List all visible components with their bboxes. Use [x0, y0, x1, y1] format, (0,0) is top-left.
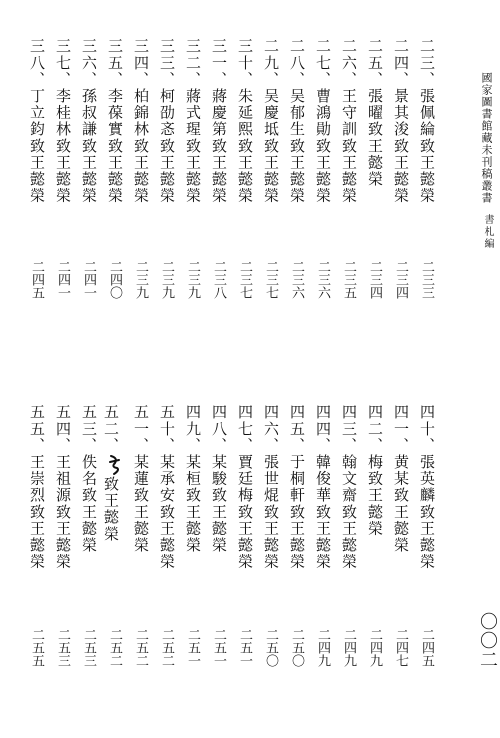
entry-page: 二五五 [29, 628, 44, 667]
entry-page: 二五二 [107, 628, 122, 667]
toc-entry [341, 404, 356, 570]
entry-number: 四二、 [366, 404, 384, 454]
entry-number: 三八、 [28, 38, 46, 88]
entry-number: 三五、 [106, 38, 124, 88]
entry-title: 張佩綸致王懿榮 [418, 87, 436, 205]
toc-entry [367, 404, 382, 537]
section-title: 書札編 [482, 214, 493, 250]
entry-page: 二三六 [315, 260, 330, 299]
entry-number: 二五、 [366, 38, 384, 88]
entry-title: 張英麟致王懿榮 [418, 453, 436, 571]
toc-entry [237, 38, 252, 204]
entry-page: 二三六 [289, 260, 304, 299]
entry-number: 二九、 [262, 38, 280, 88]
toc-entry [159, 404, 174, 570]
entry-page: 二五〇 [263, 628, 278, 667]
toc-entry [29, 38, 44, 204]
entry-page: 二五三 [55, 628, 70, 667]
entry-title: 景其浚致王懿榮 [392, 87, 410, 205]
entry-title: 翰文齋致王懿榮 [340, 453, 358, 571]
entry-title: 某承安致王懿榮 [158, 453, 176, 571]
entry-number: 五二、 [102, 404, 120, 454]
entry-number: 四十、 [418, 404, 436, 454]
entry-number: 三三、 [158, 38, 176, 88]
toc-entry [393, 404, 408, 553]
entry-page: 二四一 [55, 260, 70, 299]
entry-number: 四四、 [314, 404, 332, 454]
entry-title: 于桐軒致王懿榮 [288, 453, 306, 571]
toc-entry [419, 38, 434, 204]
entry-number: 五四、 [54, 404, 72, 454]
toc-entry [81, 38, 96, 204]
entry-page: 二三九 [185, 260, 200, 299]
entry-number: 二六、 [340, 38, 358, 88]
toc-entry [263, 404, 278, 570]
toc-entry [29, 404, 44, 570]
toc-entry [159, 38, 174, 204]
entry-number: 四三、 [340, 404, 358, 454]
entry-number: 四一、 [392, 404, 410, 454]
entry-page: 二三七 [263, 260, 278, 299]
entry-number: 三一、 [210, 38, 228, 88]
entry-page: 二三七 [237, 260, 252, 299]
toc-entry [315, 38, 330, 204]
entry-title: 梅致王懿榮 [366, 453, 384, 537]
entry-page: 二三四 [367, 260, 382, 299]
entry-page: 二三九 [159, 260, 174, 299]
toc-entry [185, 38, 200, 204]
entry-number: 三二、 [184, 38, 202, 88]
entry-title: 蔣式瑆致王懿榮 [184, 87, 202, 205]
toc-entry [315, 404, 330, 570]
entry-number: 三十、 [236, 38, 254, 88]
entry-title: 致王懿榮 [102, 475, 120, 543]
entry-page: 二三九 [133, 260, 148, 299]
entry-page: 二四九 [341, 628, 356, 667]
toc-entry [289, 38, 304, 204]
entry-title: 朱延熙致王懿榮 [236, 87, 254, 205]
book-series-title: 國家圖書館藏未刊稿叢書 [480, 72, 493, 204]
entry-title: 黄某致王懿榮 [392, 453, 410, 554]
entry-page: 二四九 [367, 628, 382, 667]
toc-entry [107, 38, 122, 204]
entry-title: 孫叔謙致王懿榮 [80, 87, 98, 205]
entry-title: 韓俊華致王懿榮 [314, 453, 332, 571]
entry-title: 吴慶坻致王懿榮 [262, 87, 280, 205]
toc-entry [237, 404, 252, 570]
toc-entry [103, 404, 122, 542]
toc-entry [133, 38, 148, 204]
entry-page: 二五〇 [289, 628, 304, 667]
entry-title: 曹鴻勛致王懿榮 [314, 87, 332, 205]
entry-title: 賈廷梅致王懿榮 [236, 453, 254, 571]
entry-title: 張曜致王懿榮 [366, 87, 384, 188]
entry-page: 二五一 [237, 628, 252, 667]
entry-number: 四七、 [236, 404, 254, 454]
entry-number: 五三、 [80, 404, 98, 454]
entry-page: 二四五 [419, 628, 434, 667]
entry-title: 某駿致王懿榮 [210, 453, 228, 554]
entry-title: 王守訓致王懿榮 [340, 87, 358, 205]
toc-entry [367, 38, 382, 187]
entry-page: 二五三 [81, 628, 96, 667]
entry-number: 三四、 [132, 38, 150, 88]
entry-page: 二五二 [159, 628, 174, 667]
entry-title: 蔣慶第致王懿榮 [210, 87, 228, 205]
toc-entry [211, 38, 226, 204]
toc-entry [341, 38, 356, 204]
entry-number: 二四、 [392, 38, 410, 88]
entry-number: 五五、 [28, 404, 46, 454]
toc-entry [393, 38, 408, 204]
entry-title: 佚名致王懿榮 [80, 453, 98, 554]
entry-number: 三六、 [80, 38, 98, 88]
entry-title: 吴郁生致王懿榮 [288, 87, 306, 205]
entry-page: 二三四 [393, 260, 408, 299]
entry-number: 二七、 [314, 38, 332, 88]
entry-number: 四六、 [262, 404, 280, 454]
entry-number: 四八、 [210, 404, 228, 454]
entry-page: 二四一 [81, 260, 96, 299]
toc-entry [211, 404, 226, 553]
entry-page: 二三八 [211, 260, 226, 299]
entry-title: 李桂林致王懿榮 [54, 87, 72, 205]
toc-entry [133, 404, 148, 553]
entry-title: 丁立鈞致王懿榮 [28, 87, 46, 205]
handwritten-signature-mark [108, 454, 122, 476]
entry-number: 二三、 [418, 38, 436, 88]
entry-title: 柏錦林致王懿榮 [132, 87, 150, 205]
entry-page: 二四七 [393, 628, 408, 667]
toc-entry [263, 38, 278, 204]
toc-entry [185, 404, 200, 553]
entry-number: 五十、 [158, 404, 176, 454]
entry-page: 二五二 [133, 628, 148, 667]
entry-page: 二四〇 [107, 260, 122, 299]
toc-entry [81, 404, 96, 553]
toc-entry [289, 404, 304, 570]
toc-entry [419, 404, 434, 570]
entry-page: 二五一 [185, 628, 200, 667]
entry-number: 四九、 [184, 404, 202, 454]
toc-entry [55, 38, 70, 204]
entry-page: 二三三 [419, 260, 434, 299]
entry-page: 二三五 [341, 260, 356, 299]
entry-page: 二五一 [211, 628, 226, 667]
entry-number: 五一、 [132, 404, 150, 454]
entry-title: 李葆實致王懿榮 [106, 87, 124, 205]
entry-title: 張世焜致王懿榮 [262, 453, 280, 571]
entry-title: 王祖源致王懿榮 [54, 453, 72, 571]
entry-number: 二八、 [288, 38, 306, 88]
page-folio: 〇〇二 [477, 612, 498, 669]
entry-page: 二四五 [29, 260, 44, 299]
entry-number: 三七、 [54, 38, 72, 88]
toc-entry [55, 404, 70, 570]
entry-number: 四五、 [288, 404, 306, 454]
entry-page: 二四九 [315, 628, 330, 667]
entry-title: 王崇烈致王懿榮 [28, 453, 46, 571]
entry-title: 某蓮致王懿榮 [132, 453, 150, 554]
entry-title: 某桓致王懿榮 [184, 453, 202, 554]
entry-title: 柯劭忞致王懿榮 [158, 87, 176, 205]
